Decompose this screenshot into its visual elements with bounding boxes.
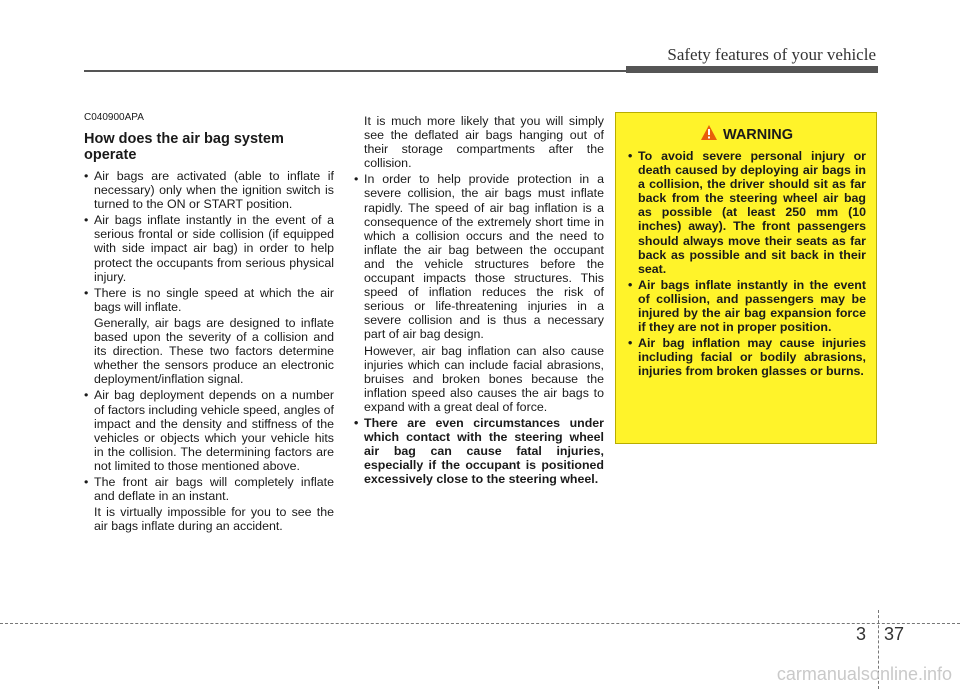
list-subparagraph: However, air bag inflation can also cause injuries which can include facial abrasions, bruises and broken bones because the inflation speed also causes the air bags to expand with a great deal of force. [364,343,604,414]
list-item: • The front air bags will completely inflate and deflate in an instant. [84,475,334,503]
content-column-middle [354,112,604,488]
section-heading: How does the air bag system operate [84,131,284,163]
list-subparagraph: It is virtually impossible for you to see the air bags inflate during an accident. [94,505,334,534]
list-subparagraph: Generally, air bags are designed to inflate based upon the severity of a collision and its direction. These two factors determine whether the sensors produce an electronic deployment/inflation signal. [94,315,334,387]
watermark: carmanualsonline.info [776,664,952,684]
list-item: • Air bag deployment depends on a number of factors including vehicle speed, angles of impact and the density and stiffness of the vehicles or objects which your vehicle hits in the collision. The determining factors are not limited to those mentioned above. [84,388,334,473]
list-item: • In order to help provide protection in a severe collision, the air bags must inflate rapidly. The speed of air bag inflation is a consequence of the extremely short time in which a collision occurs and the need to inflate the air bag between the occupant and the vehicle structures before the occupant impacts those structures. This speed of inflation reduces the risk of serious or life-threatening injuries in a severe collision and is thus a necessary part of air bag design. [354,172,604,341]
chapter-number: 3 [856,624,867,644]
section-code: C040900APA [84,112,144,123]
list-item-emphasis: • There are even circumstances under which contact with the steering wheel air bag can cause fatal injuries, especially if the occupant is positioned excessively close to the steering wheel. [354,416,604,486]
warning-item: • To avoid severe personal injury or death caused by deploying air bags in a collision, the driver should sit as far back from the steering wheel air bag as possible (at least 250 mm (10 inches) away). The front passengers should always move their seats as far back as possible and sit back in their seat. [628,149,866,276]
list-subparagraph: It is much more likely that you will simply see the deflated air bags hanging out of their storage compartments after the collision. [364,114,604,171]
list-item: • Air bags inflate instantly in the event of a serious frontal or side collision (if equipped with side impact air bag) in order to help protect the occupants from serious physical injury. [84,213,334,283]
section-title: Safety features of your vehicle [667,45,876,64]
column-left-body [84,169,334,533]
warning-item: • Air bags inflate instantly in the event of collision, and passengers may be injured by the air bag expansion force if they are not in proper position. [628,278,866,334]
warning-item: • Air bag inflation may cause injuries including facial or bodily abrasions, injuries from broken glasses or burns. [628,336,866,378]
list-item: • Air bags are activated (able to inflate if necessary) only when the ignition switch is turned to the ON or START position. [84,169,334,211]
warning-triangle-icon [701,125,717,145]
list-item: • There is no single speed at which the air bags will inflate. [84,286,334,314]
header-rule-accent [626,66,878,73]
page-number: 37 [884,624,905,644]
warning-box [615,112,877,444]
footer-rule [0,623,960,624]
content-column-left [84,112,334,535]
warning-header [628,125,866,145]
warning-title: WARNING [722,127,794,143]
